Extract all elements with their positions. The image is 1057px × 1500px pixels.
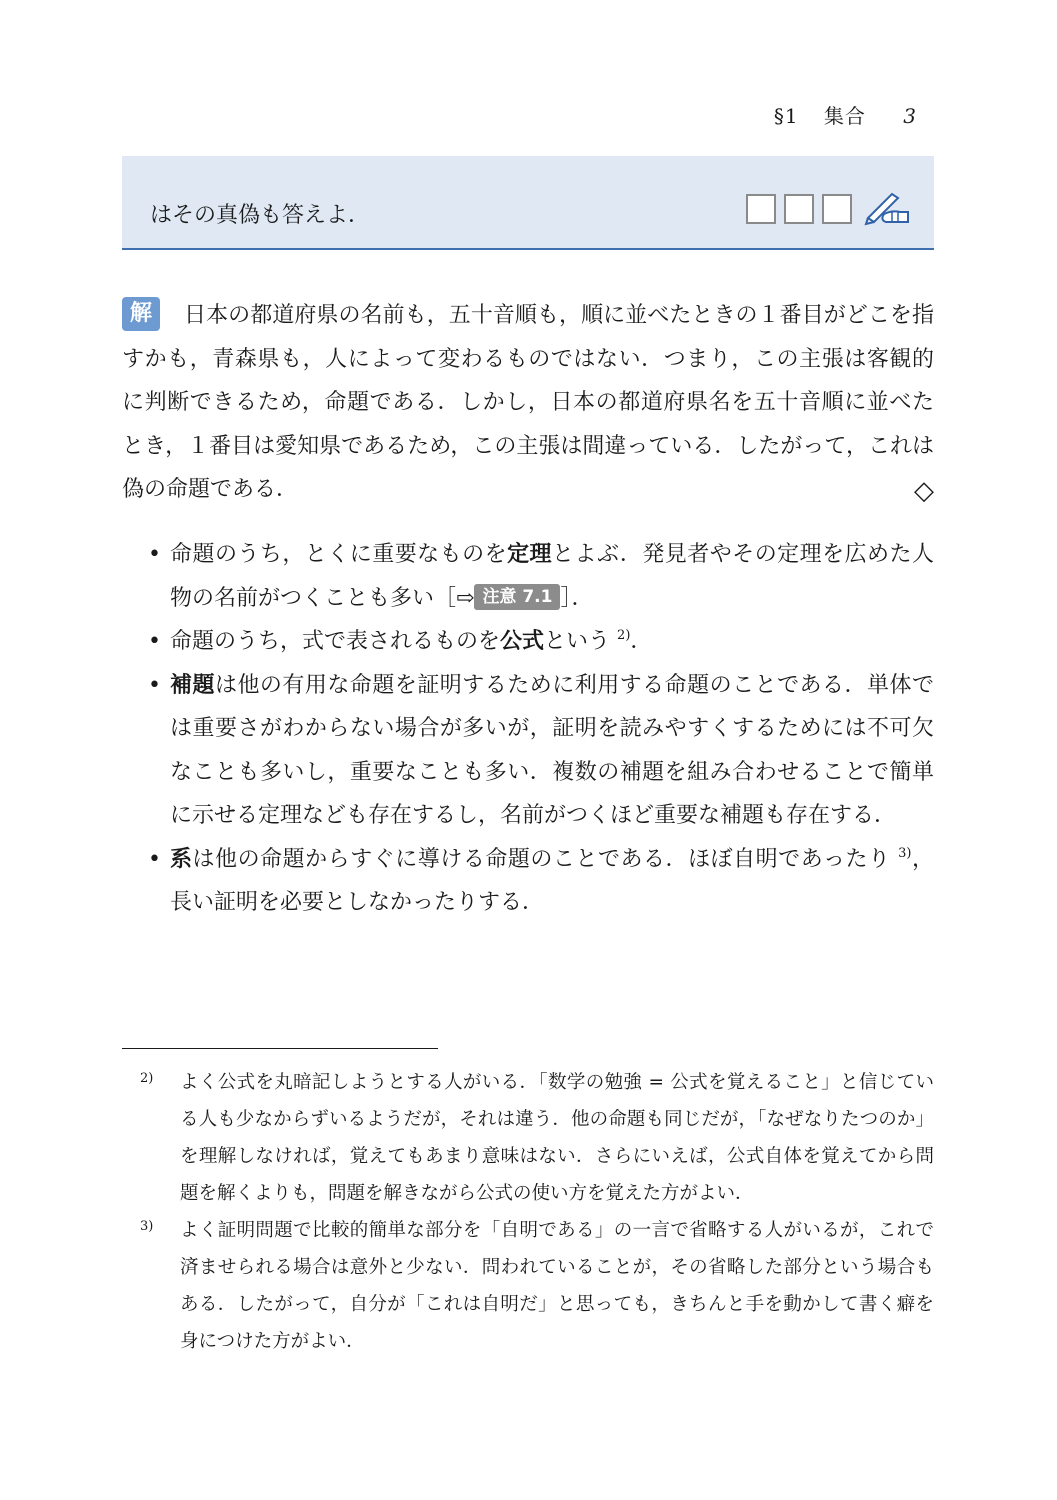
footnote-3 — [140, 1212, 934, 1360]
footnote-ref-2[interactable]: 2) — [617, 628, 631, 643]
solution-text: 日本の都道府県の名前も，五十音順も，順に並べたときの１番目がどこを指すかも，青森県も，人によって変わるものではない．つまり，この主張は客観的に判断できるため，命題である．しかし，日本の都道府県名を五十音順に並べたとき，１番目は愛知県であるため，この主張は間違っている．したがって，これは偽の命題である． — [122, 303, 934, 502]
term-lemma: 補題 — [170, 672, 215, 698]
list-item-lemma: • 補題は他の有用な命題を証明するために利用する命題のことである．単体では重要さがわからない場合が多いが，証明を読みやすくするためには不可欠なことも多いし，重要なことも多い．複数の補題を組み合わせることで簡単に示せる定理なども存在するし，名前がつくほど重要な補題も存在する． — [148, 664, 934, 838]
term-theorem: 定理 — [507, 542, 553, 567]
solution-paragraph — [122, 294, 934, 512]
check-box-3[interactable] — [822, 194, 852, 224]
term-formula: 公式 — [500, 629, 545, 654]
definition-list — [148, 533, 934, 925]
note-reference-link[interactable]: 注意 7.1 — [474, 584, 560, 610]
list-item-corollary: • 系は他の命題からすぐに導ける命題のことである．ほぼ自明であったり $^{3)}$，長い証明を必要としなかったりする． — [148, 838, 934, 925]
page-number: 3 — [903, 104, 917, 128]
check-box-2[interactable] — [784, 194, 814, 224]
check-box-1[interactable] — [746, 194, 776, 224]
list-item-theorem: • 命題のうち，とくに重要なものを定理とよぶ．発見者やその定理を広めた人物の名前がつくことも多い［⇨ 注意 7.1 ］． — [148, 533, 934, 620]
question-text: はその真偽も答えよ． — [150, 203, 371, 228]
footnote-text: よく証明問題で比較的簡単な部分を「自明である」の一言で省略する人がいるが，これで済ませられる場合は意外と少ない．問われていることが，その省略した部分という場合もある．したがって，自分が「これは自明だ」と思っても，きちんと手を動かして書く癖を身につけた方がよい． — [180, 1220, 934, 1352]
writing-hand-icon — [862, 188, 912, 226]
running-header — [774, 100, 917, 129]
solution-badge: 解 — [122, 297, 160, 331]
check-boxes — [746, 194, 852, 224]
section-title: 集合 — [823, 104, 866, 128]
footnote-divider — [122, 1048, 438, 1049]
footnote-2 — [140, 1064, 934, 1212]
footnote-number: 2) — [140, 1071, 154, 1086]
footnote-text: よく公式を丸暗記しようとする人がいる．「数学の勉強 = 公式を覚えること」と信じている人も少なからずいるようだが，それは違う．他の命題も同じだが，「なぜなりたつのか」を理解しなければ，覚えてもあまり意味はない．さらにいえば，公式自体を覚えてから問題を解くよりも，問題を解きながら公式の使い方を覚えた方がよい． — [180, 1072, 934, 1204]
end-of-solution-icon: ◇ — [914, 476, 934, 506]
term-corollary: 系 — [170, 846, 193, 872]
footnote-number: 3) — [140, 1219, 154, 1234]
list-item-formula: • 命題のうち，式で表されるものを公式という $^{2)}$． — [148, 620, 934, 664]
section-number: §1 — [773, 104, 799, 128]
question-box — [122, 156, 934, 250]
footnote-ref-3[interactable]: 3) — [898, 845, 912, 861]
